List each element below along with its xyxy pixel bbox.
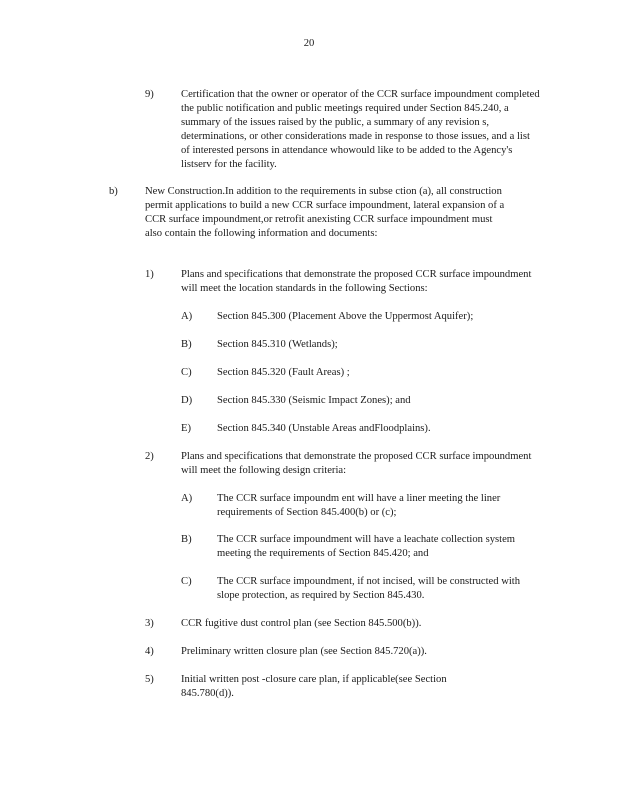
item-1-d-text: Section 845.330 (Seismic Impact Zones); and xyxy=(217,395,411,406)
item-5-marker: 5) xyxy=(145,674,154,685)
item-5-text: Initial written post -closure care plan, if applicable(see Section 845.780(d)). xyxy=(181,674,447,699)
item-1-b-text: Section 845.310 (Wetlands); xyxy=(217,339,338,350)
item-4-marker: 4) xyxy=(145,646,154,657)
item-2-b-marker: B) xyxy=(181,534,192,545)
item-1-c-marker: C) xyxy=(181,367,192,378)
item-2-b-text: The CCR surface impoundment will have a leachate collection system meeting the requirements of Section 845.420; and xyxy=(217,534,516,559)
item-b-marker: b) xyxy=(109,186,118,197)
item-1-c-text: Section 845.320 (Fault Areas) ; xyxy=(217,367,350,378)
item-2-c-marker: C) xyxy=(181,576,192,587)
item-3-text: CCR fugitive dust control plan (see Section 845.500(b)). xyxy=(181,618,422,629)
item-2-a-text: The CCR surface impoundm ent will have a liner meeting the liner requirements of Section 845.400(b) or (c); xyxy=(217,493,501,518)
item-2-a-marker: A) xyxy=(181,493,193,504)
item-9-marker: 9) xyxy=(145,89,154,100)
item-b-text: New Construction.In addition to the requirements in subse ction (a), all construction permit applications to build a new CCR surface impoundment, lateral expansion of a CCR surface impoundment,or retrofit anexisting CCR surface impoundment must also contain the following information and documents: xyxy=(145,186,505,239)
item-1-marker: 1) xyxy=(145,269,154,280)
item-4-text: Preliminary written closure plan (see Section 845.720(a)). xyxy=(181,646,427,657)
item-9-text: Certification that the owner or operator of the CCR surface impoundment completed the public notification and public meetings required under Section 845.240, a summary of the issues raised by the public, a summary of any revision s, determinations, or other considerations made in response to those issues, and a list of interested persons in attendance whowould like to be added to the Agency's listserv for the facility. xyxy=(181,89,540,170)
item-1-e-text: Section 845.340 (Unstable Areas andFloodplains). xyxy=(217,423,431,434)
item-1-e-marker: E) xyxy=(181,423,191,434)
page-number: 20 xyxy=(303,38,315,49)
item-3-marker: 3) xyxy=(145,618,154,629)
item-2-marker: 2) xyxy=(145,451,154,462)
item-1-a-marker: A) xyxy=(181,311,193,322)
item-2-text: Plans and specifications that demonstrate the proposed CCR surface impoundment will meet the following design criteria: xyxy=(181,451,532,476)
item-2-c-text: The CCR surface impoundment, if not incised, will be constructed with slope protection, as required by Section 845.430. xyxy=(217,576,521,601)
item-1-text: Plans and specifications that demonstrate the proposed CCR surface impoundment will meet the location standards in the following Sections: xyxy=(181,269,532,294)
item-1-d-marker: D) xyxy=(181,395,193,406)
item-1-a-text: Section 845.300 (Placement Above the Uppermost Aquifer); xyxy=(217,311,474,322)
item-1-b-marker: B) xyxy=(181,339,192,350)
